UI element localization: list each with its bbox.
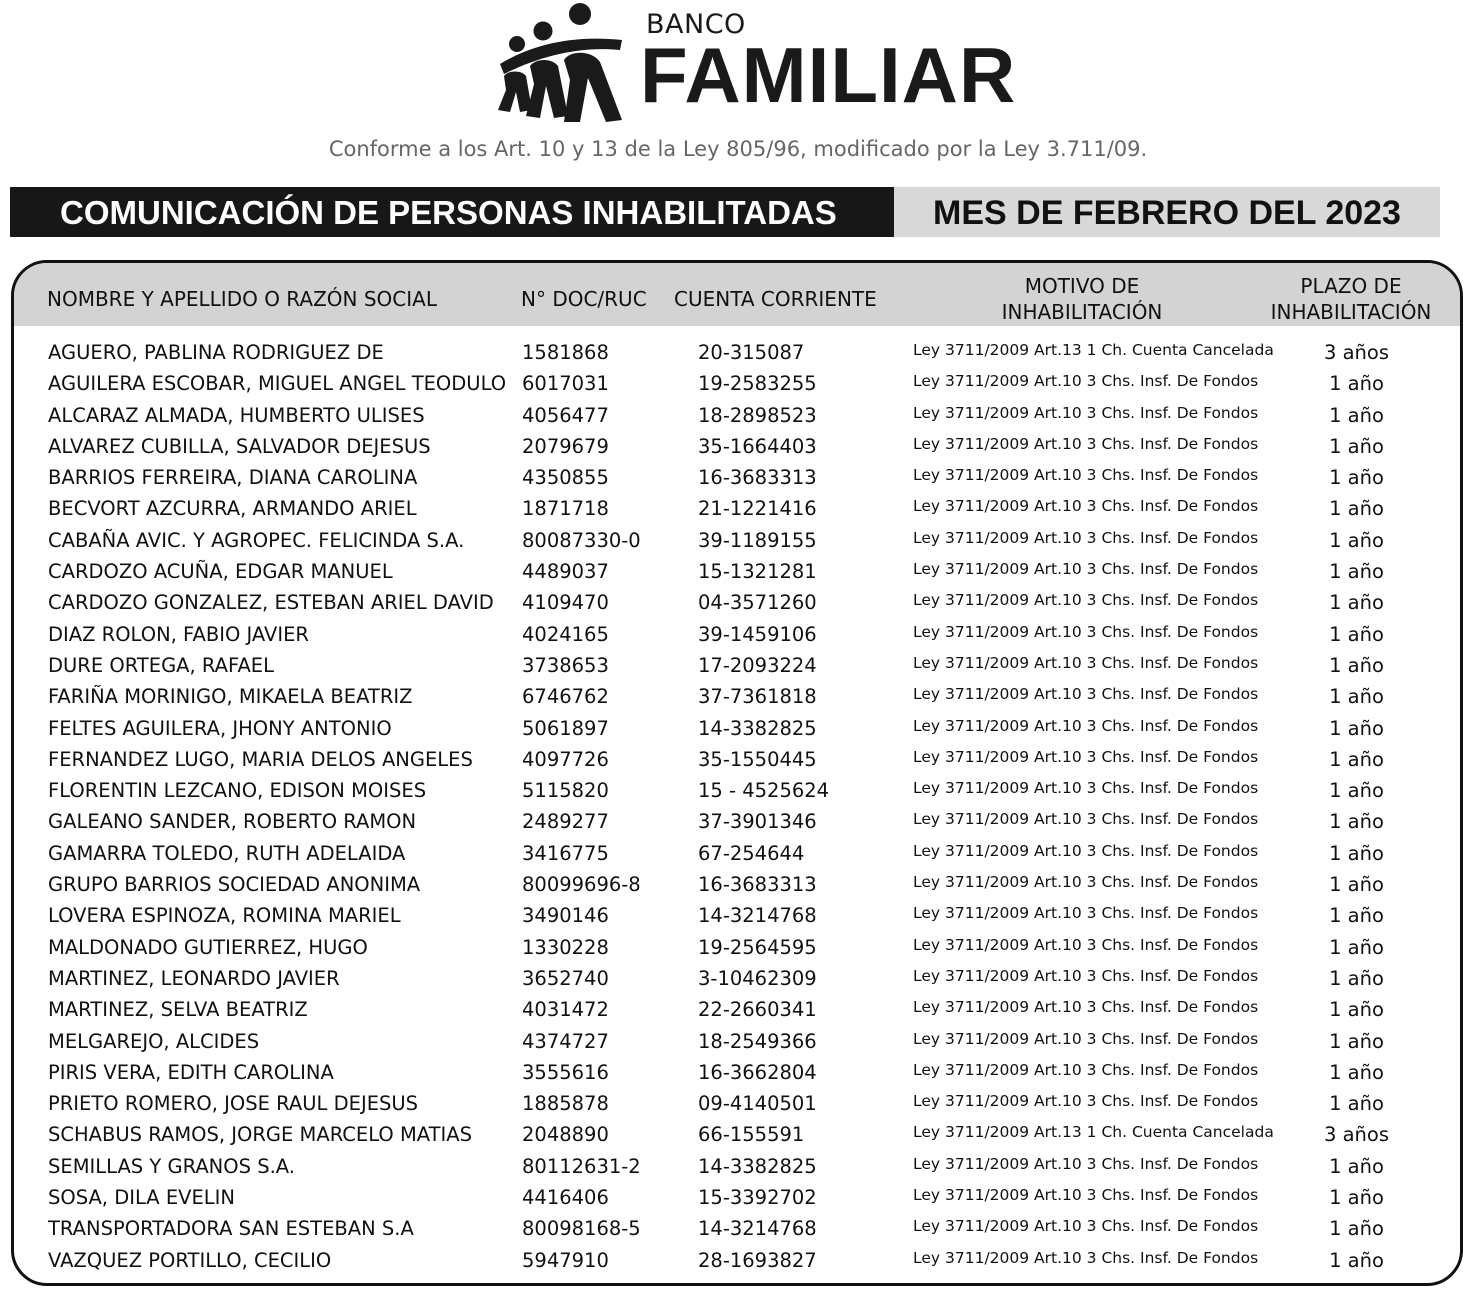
cell-motive: Ley 3711/2009 Art.10 3 Chs. Insf. De Fondos xyxy=(913,1248,1259,1267)
cell-term: 1 año xyxy=(1329,966,1384,990)
header-term xyxy=(1266,273,1436,325)
banner-period: MES DE FEBRERO DEL 2023 xyxy=(894,187,1440,237)
cell-name: GALEANO SANDER, ROBERTO RAMON xyxy=(48,810,417,834)
table-row xyxy=(14,337,1460,368)
cell-account: 16-3662804 xyxy=(698,1060,817,1084)
cell-motive: Ley 3711/2009 Art.10 3 Chs. Insf. De Fondos xyxy=(913,1217,1259,1236)
table-row xyxy=(14,869,1460,900)
cell-account: 3-10462309 xyxy=(698,966,817,990)
cell-doc: 4109470 xyxy=(522,591,609,615)
table-row xyxy=(14,932,1460,963)
header-term-line1: PLAZO DE xyxy=(1300,274,1402,298)
cell-name: SCHABUS RAMOS, JORGE MARCELO MATIAS xyxy=(48,1123,472,1147)
cell-doc: 4416406 xyxy=(522,1186,609,1210)
header-account: CUENTA CORRIENTE xyxy=(674,287,877,311)
cell-motive: Ley 3711/2009 Art.13 1 Ch. Cuenta Cancelada xyxy=(913,341,1274,359)
table-row xyxy=(14,1088,1460,1119)
header-motive xyxy=(982,273,1182,325)
table-row xyxy=(14,1057,1460,1088)
cell-name: MELGAREJO, ALCIDES xyxy=(48,1029,260,1053)
cell-term: 1 año xyxy=(1329,591,1384,615)
cell-account: 35-1550445 xyxy=(698,747,817,771)
cell-motive: Ley 3711/2009 Art.10 3 Chs. Insf. De Fondos xyxy=(913,873,1259,892)
cell-account: 19-2583255 xyxy=(698,372,817,396)
cell-motive: Ley 3711/2009 Art.10 3 Chs. Insf. De Fondos xyxy=(913,466,1259,485)
cell-term: 1 año xyxy=(1329,873,1384,897)
cell-doc: 2048890 xyxy=(522,1123,609,1147)
cell-account: 20-315087 xyxy=(698,341,805,364)
cell-doc: 4374727 xyxy=(522,1029,609,1053)
logo-text-familiar: FAMILIAR xyxy=(640,31,1017,119)
cell-name: AGUILERA ESCOBAR, MIGUEL ANGEL TEODULO xyxy=(48,372,507,396)
cell-motive: Ley 3711/2009 Art.10 3 Chs. Insf. De Fondos xyxy=(913,685,1259,704)
cell-term: 1 año xyxy=(1329,372,1384,396)
cell-motive: Ley 3711/2009 Art.10 3 Chs. Insf. De Fondos xyxy=(913,747,1259,766)
cell-term: 1 año xyxy=(1329,904,1384,928)
cell-name: LOVERA ESPINOZA, ROMINA MARIEL xyxy=(48,904,401,928)
cell-doc: 80098168-5 xyxy=(522,1217,641,1241)
cell-account: 16-3683313 xyxy=(698,873,817,897)
cell-doc: 5115820 xyxy=(522,779,609,803)
cell-account: 14-3382825 xyxy=(698,716,817,740)
cell-name: FARIÑA MORINIGO, MIKAELA BEATRIZ xyxy=(48,685,413,709)
cell-term: 1 año xyxy=(1329,716,1384,740)
cell-motive: Ley 3711/2009 Art.10 3 Chs. Insf. De Fondos xyxy=(913,591,1259,610)
cell-motive: Ley 3711/2009 Art.10 3 Chs. Insf. De Fondos xyxy=(913,560,1259,579)
table-row xyxy=(14,963,1460,994)
cell-doc: 3652740 xyxy=(522,966,609,990)
cell-account: 15 - 4525624 xyxy=(698,779,830,803)
cell-doc: 4097726 xyxy=(522,747,609,771)
cell-motive: Ley 3711/2009 Art.10 3 Chs. Insf. De Fondos xyxy=(913,1029,1259,1048)
cell-doc: 80112631-2 xyxy=(522,1154,641,1178)
table-row xyxy=(14,744,1460,775)
cell-motive: Ley 3711/2009 Art.10 3 Chs. Insf. De Fondos xyxy=(913,1092,1259,1111)
cell-name: ALCARAZ ALMADA, HUMBERTO ULISES xyxy=(48,403,425,427)
cell-name: DIAZ ROLON, FABIO JAVIER xyxy=(48,622,309,646)
cell-account: 21-1221416 xyxy=(698,497,817,521)
cell-motive: Ley 3711/2009 Art.10 3 Chs. Insf. De Fondos xyxy=(913,998,1259,1017)
table-row xyxy=(14,1151,1460,1182)
cell-doc: 80087330-0 xyxy=(522,528,641,552)
cell-name: SOSA, DILA EVELIN xyxy=(48,1186,236,1210)
table-row xyxy=(14,525,1460,556)
table-row xyxy=(14,1182,1460,1213)
table-row xyxy=(14,493,1460,524)
cell-account: 04-3571260 xyxy=(698,591,817,615)
cell-doc: 1330228 xyxy=(522,935,609,959)
cell-term: 1 año xyxy=(1329,841,1384,865)
cell-term: 1 año xyxy=(1329,1186,1384,1210)
table-row xyxy=(14,713,1460,744)
cell-motive: Ley 3711/2009 Art.10 3 Chs. Insf. De Fondos xyxy=(913,528,1259,547)
cell-account: 66-155591 xyxy=(698,1123,805,1147)
cell-name: TRANSPORTADORA SAN ESTEBAN S.A xyxy=(48,1217,414,1241)
inhabilitados-table xyxy=(11,260,1463,1286)
cell-account: 14-3214768 xyxy=(698,904,817,928)
cell-term: 1 año xyxy=(1329,779,1384,803)
cell-term: 1 año xyxy=(1329,1154,1384,1178)
table-row xyxy=(14,368,1460,399)
header-motive-line2: INHABILITACIÓN xyxy=(1001,300,1163,324)
cell-name: BECVORT AZCURRA, ARMANDO ARIEL xyxy=(48,497,417,521)
cell-account: 16-3683313 xyxy=(698,466,817,490)
cell-doc: 4489037 xyxy=(522,560,609,584)
cell-motive: Ley 3711/2009 Art.10 3 Chs. Insf. De Fondos xyxy=(913,841,1259,860)
cell-account: 18-2549366 xyxy=(698,1029,817,1053)
cell-motive: Ley 3711/2009 Art.10 3 Chs. Insf. De Fondos xyxy=(913,716,1259,735)
bank-logo xyxy=(496,0,1017,130)
table-row xyxy=(14,1026,1460,1057)
cell-name: CARDOZO GONZALEZ, ESTEBAN ARIEL DAVID xyxy=(48,591,494,615)
cell-name: BARRIOS FERREIRA, DIANA CAROLINA xyxy=(48,466,418,490)
cell-motive: Ley 3711/2009 Art.10 3 Chs. Insf. De Fondos xyxy=(913,622,1259,641)
cell-term: 1 año xyxy=(1329,1092,1384,1116)
cell-name: PRIETO ROMERO, JOSE RAUL DEJESUS xyxy=(48,1092,419,1116)
cell-motive: Ley 3711/2009 Art.10 3 Chs. Insf. De Fondos xyxy=(913,403,1259,422)
cell-term: 1 año xyxy=(1329,560,1384,584)
cell-account: 37-3901346 xyxy=(698,810,817,834)
table-row xyxy=(14,838,1460,869)
table-row xyxy=(14,587,1460,618)
table-row xyxy=(14,1119,1460,1150)
cell-name: FERNANDEZ LUGO, MARIA DELOS ANGELES xyxy=(48,747,473,771)
cell-motive: Ley 3711/2009 Art.13 1 Ch. Cuenta Cancelada xyxy=(913,1123,1274,1142)
family-figures-icon xyxy=(496,0,628,126)
cell-account: 28-1693827 xyxy=(698,1248,817,1272)
cell-account: 67-254644 xyxy=(698,841,805,865)
cell-term: 1 año xyxy=(1329,403,1384,427)
cell-term: 1 año xyxy=(1329,1029,1384,1053)
cell-doc: 3490146 xyxy=(522,904,609,928)
table-header xyxy=(14,263,1460,326)
cell-name: CABAÑA AVIC. Y AGROPEC. FELICINDA S.A. xyxy=(48,528,465,552)
cell-term: 1 año xyxy=(1329,685,1384,709)
cell-motive: Ley 3711/2009 Art.10 3 Chs. Insf. De Fondos xyxy=(913,966,1259,985)
table-row xyxy=(14,994,1460,1025)
cell-term: 3 años xyxy=(1323,341,1389,364)
cell-term: 1 año xyxy=(1329,622,1384,646)
cell-doc: 2489277 xyxy=(522,810,609,834)
cell-name: GAMARRA TOLEDO, RUTH ADELAIDA xyxy=(48,841,406,865)
cell-doc: 4056477 xyxy=(522,403,609,427)
cell-doc: 1885878 xyxy=(522,1092,609,1116)
table-row xyxy=(14,431,1460,462)
table-row xyxy=(14,775,1460,806)
table-row xyxy=(14,900,1460,931)
cell-account: 09-4140501 xyxy=(698,1092,817,1116)
cell-term: 1 año xyxy=(1329,466,1384,490)
cell-account: 15-1321281 xyxy=(698,560,817,584)
cell-term: 1 año xyxy=(1329,1060,1384,1084)
cell-motive: Ley 3711/2009 Art.10 3 Chs. Insf. De Fondos xyxy=(913,1060,1259,1079)
cell-name: GRUPO BARRIOS SOCIEDAD ANONIMA xyxy=(48,873,421,897)
cell-name: ALVAREZ CUBILLA, SALVADOR DEJESUS xyxy=(48,434,431,458)
table-row xyxy=(14,556,1460,587)
cell-doc: 80099696-8 xyxy=(522,873,641,897)
cell-account: 39-1189155 xyxy=(698,528,817,552)
header-motive-line1: MOTIVO DE xyxy=(1024,274,1140,298)
table-row xyxy=(14,1245,1460,1276)
cell-motive: Ley 3711/2009 Art.10 3 Chs. Insf. De Fondos xyxy=(913,810,1259,829)
cell-account: 14-3214768 xyxy=(698,1217,817,1241)
table-row xyxy=(14,619,1460,650)
cell-term: 1 año xyxy=(1329,747,1384,771)
cell-term: 1 año xyxy=(1329,653,1384,677)
cell-name: MALDONADO GUTIERREZ, HUGO xyxy=(48,935,368,959)
banner-title: COMUNICACIÓN DE PERSONAS INHABILITADAS xyxy=(10,187,894,237)
cell-name: AGUERO, PABLINA RODRIGUEZ DE xyxy=(48,341,384,364)
table-row xyxy=(14,806,1460,837)
cell-doc: 4350855 xyxy=(522,466,609,490)
cell-name: FLORENTIN LEZCANO, EDISON MOISES xyxy=(48,779,427,803)
table-row xyxy=(14,462,1460,493)
cell-doc: 5061897 xyxy=(522,716,609,740)
cell-doc: 3738653 xyxy=(522,653,609,677)
table-row xyxy=(14,400,1460,431)
cell-name: CARDOZO ACUÑA, EDGAR MANUEL xyxy=(48,560,393,584)
cell-name: VAZQUEZ PORTILLO, CECILIO xyxy=(48,1248,332,1272)
cell-account: 35-1664403 xyxy=(698,434,817,458)
cell-doc: 1871718 xyxy=(522,497,609,521)
logo-text-banco: BANCO xyxy=(646,9,746,40)
cell-term: 1 año xyxy=(1329,998,1384,1022)
cell-term: 1 año xyxy=(1329,434,1384,458)
cell-doc: 4031472 xyxy=(522,998,609,1022)
table-row xyxy=(14,650,1460,681)
cell-doc: 4024165 xyxy=(522,622,609,646)
cell-term: 1 año xyxy=(1329,1248,1384,1272)
cell-account: 37-7361818 xyxy=(698,685,817,709)
cell-motive: Ley 3711/2009 Art.10 3 Chs. Insf. De Fondos xyxy=(913,434,1259,453)
cell-name: FELTES AGUILERA, JHONY ANTONIO xyxy=(48,716,392,740)
cell-doc: 3416775 xyxy=(522,841,609,865)
cell-term: 1 año xyxy=(1329,810,1384,834)
table-body xyxy=(14,337,1460,1276)
cell-name: MARTINEZ, LEONARDO JAVIER xyxy=(48,966,340,990)
cell-account: 18-2898523 xyxy=(698,403,817,427)
cell-term: 3 años xyxy=(1323,1123,1389,1147)
table-row xyxy=(14,681,1460,712)
cell-name: MARTINEZ, SELVA BEATRIZ xyxy=(48,998,308,1022)
cell-account: 15-3392702 xyxy=(698,1186,817,1210)
cell-account: 19-2564595 xyxy=(698,935,817,959)
header-term-line2: INHABILITACIÓN xyxy=(1270,300,1432,324)
cell-account: 14-3382825 xyxy=(698,1154,817,1178)
cell-doc: 6746762 xyxy=(522,685,609,709)
cell-doc: 3555616 xyxy=(522,1060,609,1084)
cell-motive: Ley 3711/2009 Art.10 3 Chs. Insf. De Fondos xyxy=(913,497,1259,516)
cell-term: 1 año xyxy=(1329,497,1384,521)
table-row xyxy=(14,1213,1460,1244)
cell-motive: Ley 3711/2009 Art.10 3 Chs. Insf. De Fondos xyxy=(913,779,1259,798)
cell-term: 1 año xyxy=(1329,935,1384,959)
cell-motive: Ley 3711/2009 Art.10 3 Chs. Insf. De Fondos xyxy=(913,935,1259,954)
cell-name: PIRIS VERA, EDITH CAROLINA xyxy=(48,1060,334,1084)
cell-account: 22-2660341 xyxy=(698,998,817,1022)
legal-note: Conforme a los Art. 10 y 13 de la Ley 805/96, modificado por la Ley 3.711/09. xyxy=(328,137,1148,161)
cell-term: 1 año xyxy=(1329,1217,1384,1241)
cell-account: 39-1459106 xyxy=(698,622,817,646)
cell-doc: 1581868 xyxy=(522,341,609,364)
cell-motive: Ley 3711/2009 Art.10 3 Chs. Insf. De Fondos xyxy=(913,1154,1259,1173)
header-name: NOMBRE Y APELLIDO O RAZÓN SOCIAL xyxy=(47,287,437,311)
cell-motive: Ley 3711/2009 Art.10 3 Chs. Insf. De Fondos xyxy=(913,372,1259,391)
cell-motive: Ley 3711/2009 Art.10 3 Chs. Insf. De Fondos xyxy=(913,1186,1259,1205)
cell-motive: Ley 3711/2009 Art.10 3 Chs. Insf. De Fondos xyxy=(913,653,1259,672)
cell-doc: 5947910 xyxy=(522,1248,609,1272)
cell-name: SEMILLAS Y GRANOS S.A. xyxy=(48,1154,295,1178)
cell-term: 1 año xyxy=(1329,528,1384,552)
cell-motive: Ley 3711/2009 Art.10 3 Chs. Insf. De Fondos xyxy=(913,904,1259,923)
header-doc: N° DOC/RUC xyxy=(521,287,647,311)
cell-doc: 2079679 xyxy=(522,434,609,458)
cell-doc: 6017031 xyxy=(522,372,609,396)
cell-name: DURE ORTEGA, RAFAEL xyxy=(48,653,274,677)
cell-account: 17-2093224 xyxy=(698,653,817,677)
